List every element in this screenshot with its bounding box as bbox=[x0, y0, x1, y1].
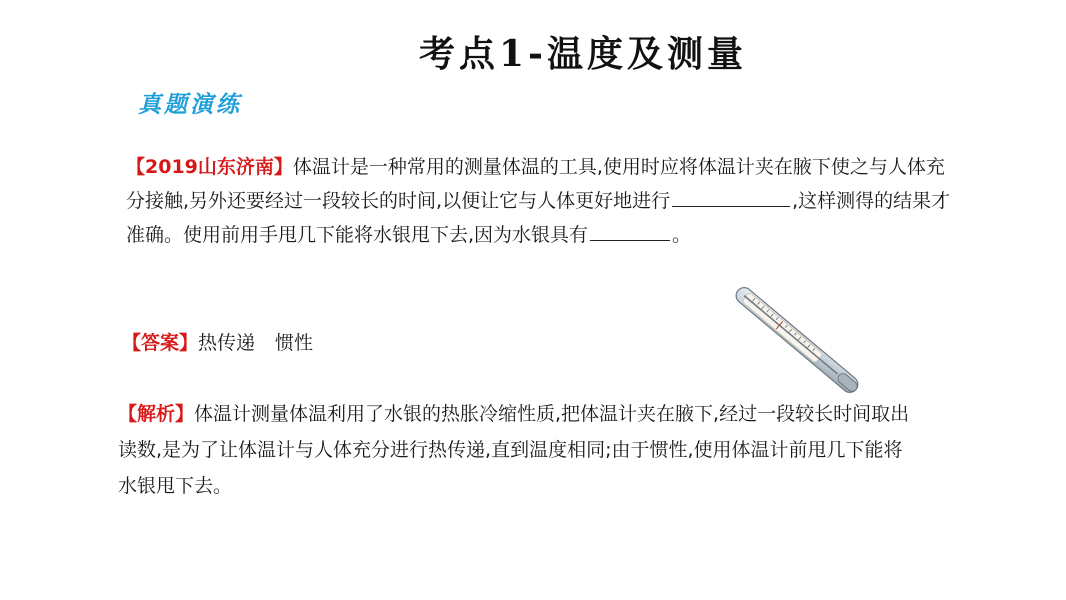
question-source-tag: 【2019山东济南】 bbox=[126, 156, 293, 178]
analysis-text bbox=[118, 396, 918, 504]
answer-line bbox=[122, 326, 313, 360]
answer-label: 【答案】 bbox=[122, 332, 199, 354]
answer-blank-1 bbox=[672, 188, 790, 207]
analysis-body: 体温计测量体温利用了水银的热胀冷缩性质,把体温计夹在腋下,经过一段较长时间取出读数,是为了让体温计与人体充分进行热传递,直到温度相同;由于惯性,使用体温计前甩几下能将水银甩下去。 bbox=[118, 403, 910, 497]
question-text-part2: ,这样测得的结果才准确。使用前用手甩几下能将水银甩下去,因为水银具有 bbox=[126, 190, 951, 246]
analysis-label: 【解析】 bbox=[118, 403, 195, 425]
question-text bbox=[126, 150, 956, 252]
slide-title: 考点1-温度及测量 bbox=[419, 33, 747, 75]
question-text-part3: 。 bbox=[672, 224, 692, 246]
question-text-part1: 体温计是一种常用的测量体温的工具,使用时应将体温计夹在腋下使之与人体充分接触,另外还要经过一段较长的时间,以便让它与人体更好地进行 bbox=[126, 156, 945, 212]
thermometer-icon bbox=[724, 284, 870, 396]
answer-value-2: 惯性 bbox=[275, 332, 314, 354]
answer-blank-2 bbox=[590, 222, 670, 241]
answer-value-1: 热传递 bbox=[198, 332, 256, 354]
section-tag: 真题演练 bbox=[138, 91, 242, 118]
